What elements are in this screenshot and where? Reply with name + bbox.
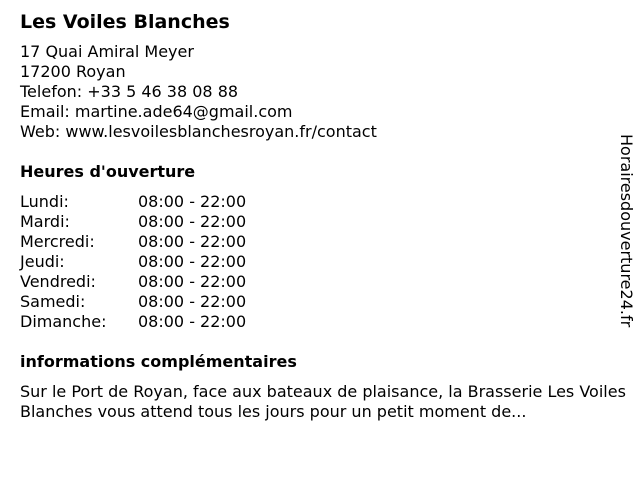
business-card: [20, 10, 626, 422]
email-label: Email:: [20, 102, 70, 121]
day-label: Dimanche:: [20, 312, 107, 331]
hours-row-monday: [20, 192, 246, 212]
opening-hours-table: [20, 192, 246, 332]
email-link[interactable]: martine.ade64@gmail.com: [74, 102, 293, 121]
day-label: Mardi:: [20, 212, 70, 231]
day-label: Mercredi:: [20, 232, 95, 251]
hours-row-saturday: [20, 292, 246, 312]
business-name: Les Voiles Blanches: [20, 11, 230, 33]
hours-row-friday: [20, 272, 246, 292]
time-range: 08:00 - 22:00: [138, 292, 247, 311]
site-watermark: Horairesdouverture24.fr: [617, 134, 636, 328]
time-range: 08:00 - 22:00: [138, 212, 247, 231]
web-line: [20, 122, 620, 142]
address-street: 17 Quai Amiral Meyer: [20, 42, 194, 61]
day-label: Jeudi:: [20, 252, 65, 271]
day-label: Samedi:: [20, 292, 86, 311]
website-link[interactable]: www.lesvoilesblanchesroyan.fr/contact: [65, 122, 377, 141]
email-line: [20, 102, 620, 122]
web-label: Web:: [20, 122, 61, 141]
hours-row-thursday: [20, 252, 246, 272]
phone-number[interactable]: +33 5 46 38 08 88: [87, 82, 239, 101]
address-city: 17200 Royan: [20, 62, 126, 81]
hours-row-tuesday: [20, 212, 246, 232]
day-label: Lundi:: [20, 192, 69, 211]
day-label: Vendredi:: [20, 272, 96, 291]
phone-label: Telefon:: [20, 82, 83, 101]
time-range: 08:00 - 22:00: [138, 312, 247, 331]
time-range: 08:00 - 22:00: [138, 252, 247, 271]
time-range: 08:00 - 22:00: [138, 192, 247, 211]
additional-info-text: Sur le Port de Royan, face aux bateaux de plaisance, la Brasserie Les Voiles Blanches vous attend tous les jours pour un petit moment de...: [20, 382, 626, 421]
hours-row-sunday: [20, 312, 246, 332]
time-range: 08:00 - 22:00: [138, 272, 247, 291]
time-range: 08:00 - 22:00: [138, 232, 247, 251]
opening-hours-heading: Heures d'ouverture: [20, 162, 196, 181]
additional-info-heading: informations complémentaires: [20, 352, 297, 371]
hours-row-wednesday: [20, 232, 246, 252]
phone-line: [20, 82, 620, 102]
